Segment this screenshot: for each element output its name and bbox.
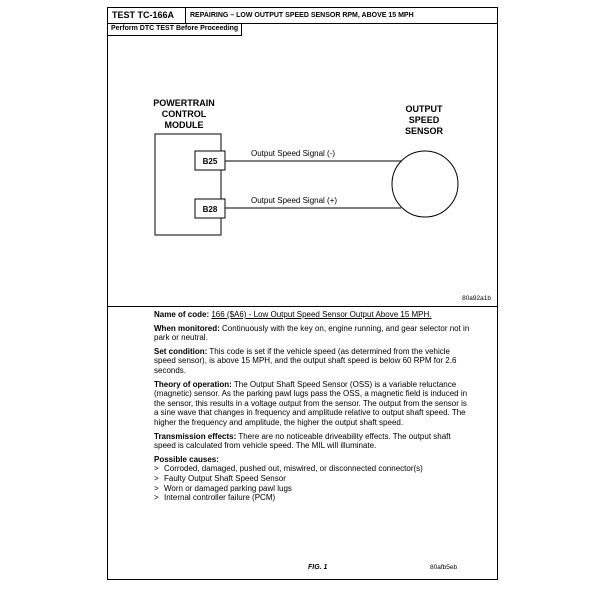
signal-minus-label: Output Speed Signal (-) <box>251 149 336 158</box>
name-of-code-label: Name of code: <box>154 310 210 319</box>
list-item: > Faulty Output Shaft Speed Sensor <box>154 473 286 483</box>
proceed-note: Perform DTC TEST Before Proceeding <box>108 23 242 36</box>
pin-b28-label: B28 <box>202 205 218 214</box>
sensor-circle <box>392 151 458 217</box>
page-title: REPAIRING – LOW OUTPUT SPEED SENSOR RPM, ABOVE 15 MPH <box>190 12 414 19</box>
set-condition-label: Set condition: <box>154 346 208 356</box>
pcm-label-line2: CONTROL <box>161 109 207 119</box>
diagram-figure-code: 80a92a1b <box>462 295 491 302</box>
list-item: > Internal controller failure (PCM) <box>154 493 276 503</box>
list-item: > Worn or damaged parking pawl lugs <box>154 483 292 493</box>
sensor-label-line2: SPEED <box>408 115 440 125</box>
pcm-box <box>155 134 221 235</box>
when-monitored-para <box>154 324 472 343</box>
effects-value: There are no noticeable driveability effects. The output shaft speed is calculated from vehicle speed. The MIL will illuminate. <box>154 431 451 451</box>
causes-label: Possible causes: <box>154 454 219 464</box>
pcm-label-line3: MODULE <box>164 120 204 130</box>
causes-heading-para <box>154 455 472 465</box>
sensor-label-line1: OUTPUT <box>405 104 443 114</box>
when-monitored-value: Continuously with the key on, engine running, and gear selector not in park or neutral. <box>154 323 470 343</box>
wiring-diagram <box>108 8 497 308</box>
sensor-label-line3: SENSOR <box>404 126 444 136</box>
figure-caption: FIG. 1 <box>308 564 328 571</box>
test-id: TEST TC-166A <box>108 8 186 23</box>
section-divider <box>108 306 497 307</box>
when-monitored-label: When monitored: <box>154 323 220 333</box>
code-description <box>154 310 472 503</box>
pin-b25-label: B25 <box>202 157 218 166</box>
name-of-code-para <box>154 310 472 320</box>
theory-para <box>154 380 472 428</box>
list-item: > Corroded, damaged, pushed out, miswired, or disconnected connector(s) <box>154 464 423 474</box>
causes-list <box>154 464 472 502</box>
page-frame <box>107 7 498 580</box>
pcm-label-line1: POWERTRAIN <box>153 98 215 108</box>
effects-para <box>154 432 472 451</box>
name-of-code-value: 166 ($A6) - Low Output Speed Sensor Output Above 15 MPH. <box>211 310 432 319</box>
set-condition-value: This code is set if the vehicle speed (as determined from the vehicle speed sensor), is above 15 MPH, and the output shaft speed is below 60 RPM for 2.6 seconds. <box>154 346 457 375</box>
set-condition-para <box>154 347 472 376</box>
theory-value: The Output Shaft Speed Sensor (OSS) is a variable reluctance (magnetic) sensor. As the parking pawl lugs pass the OSS, a magnetic field is induced in the sensor, this results in a voltage output from the sensor. The output from the sensor is a sine wave that changes in frequency and amplitude relative to output shaft speed. The higher the frequency and amplitude, the higher the output shaft speed. <box>154 379 468 427</box>
effects-label: Transmission effects: <box>154 431 237 441</box>
signal-plus-label: Output Speed Signal (+) <box>251 196 338 205</box>
theory-label: Theory of operation: <box>154 379 232 389</box>
figure-code: 80afb5eb <box>430 564 458 571</box>
